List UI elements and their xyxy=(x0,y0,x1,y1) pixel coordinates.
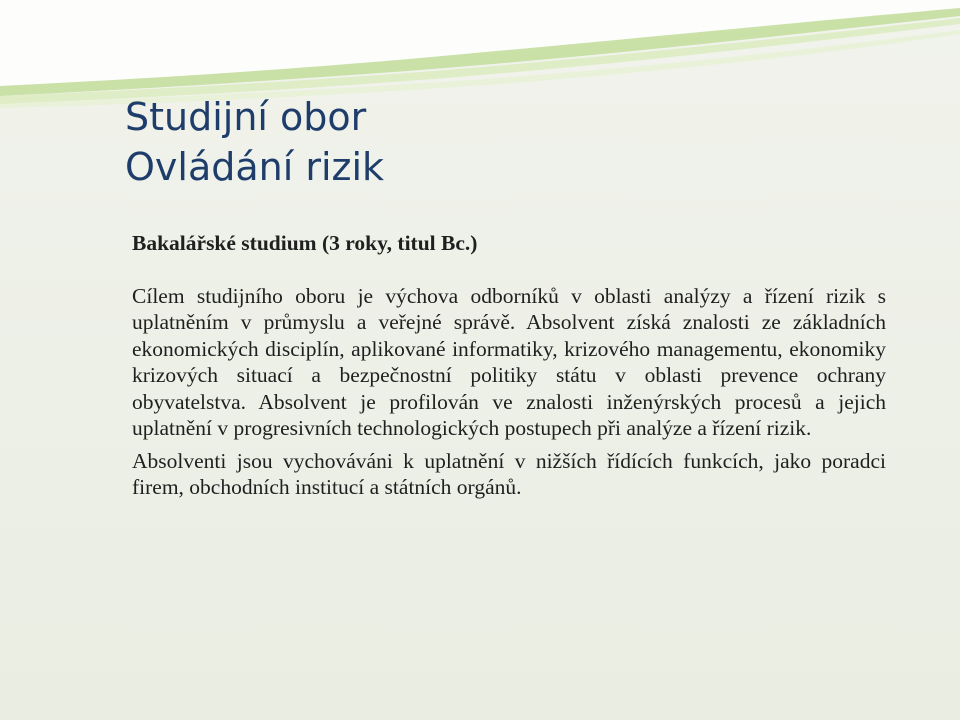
study-type-subtitle: Bakalářské studium (3 roky, titul Bc.) xyxy=(132,231,478,255)
program-description: Cílem studijního oboru je výchova odborníků v oblasti analýzy a řízení rizik s uplatněním v průmyslu a veřejné správě. Absolvent získá znalosti ze základních ekonomických disciplín, aplikované informatiky, krizového managementu, ekonomiky krizových situací a bezpečnostní politiky státu v oblasti prevence ochrany obyvatelstva. Absolvent je profilován ve znalosti inženýrských procesů a jejich uplatnění v progresivních technologických postupech při analýze a řízení rizik. xyxy=(132,283,886,440)
graduate-employment: Absolventi jsou vychováváni k uplatnění v nižších řídících funkcích, jako poradci firem, obchodních institucí a státních orgánů. xyxy=(132,448,886,499)
slide-title xyxy=(125,92,905,192)
title-line-2: Ovládání rizik xyxy=(125,145,385,189)
slide-content xyxy=(132,230,886,501)
title-line-1: Studijní obor xyxy=(125,95,367,139)
